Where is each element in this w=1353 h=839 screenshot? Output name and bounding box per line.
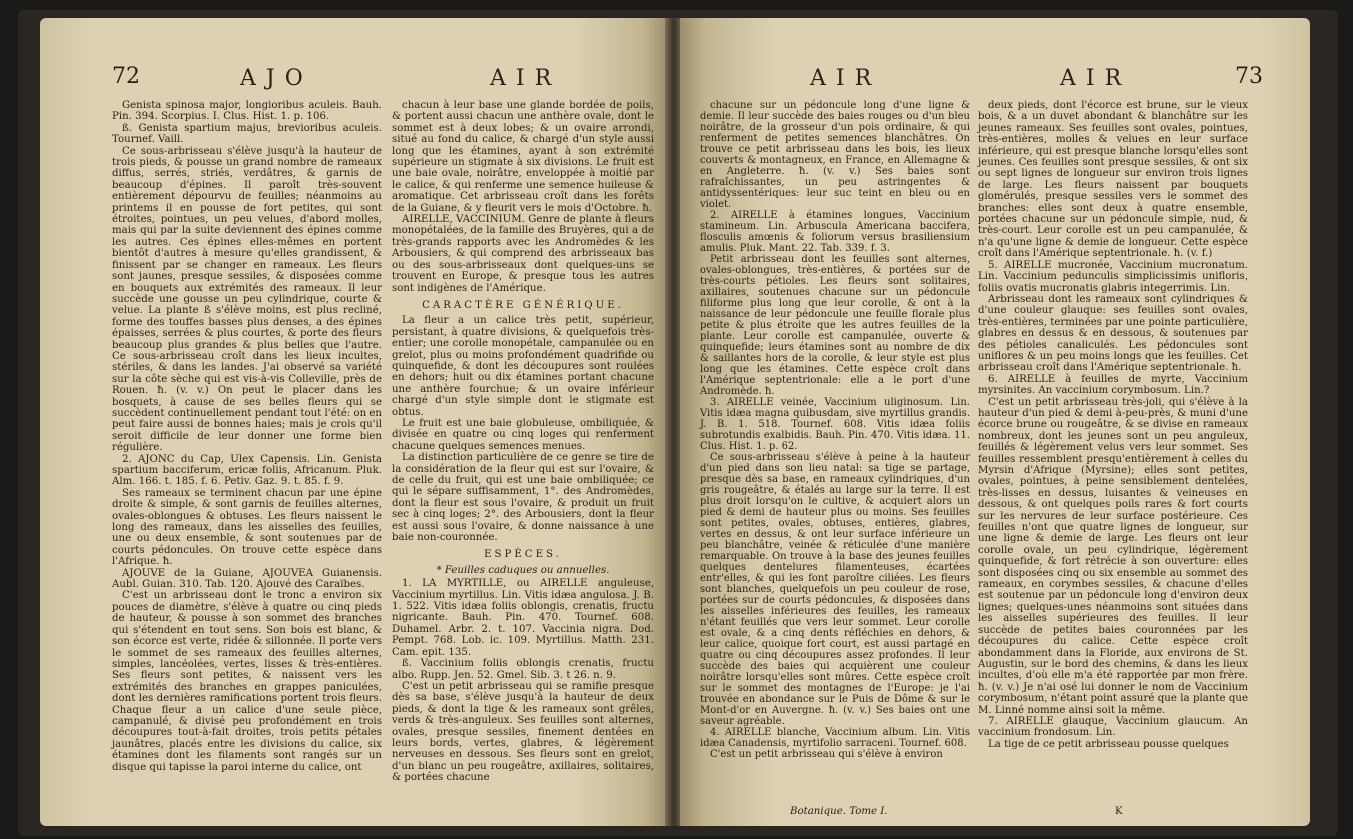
left-column-1 xyxy=(112,100,382,773)
paragraph: 2. AIRELLE à étamines longues, Vaccinium stamineum. Lin. Arbuscula Americana baccifera, flosculis amœnis & foliorum versus brasiliensium amulis. Pluk. Mant. 22. Tab. 339. f. 3. xyxy=(700,210,970,254)
paragraph: deux pieds, dont l'écorce est brune, sur le vieux bois, & a un duvet abondant & blanchâtre sur les jeunes rameaux. Ses feuilles sont ovales, pointues, très-entières, molles & velues en leur surface inférieure, qui est presque blanche lorsqu'elles sont jeunes. Ces feuilles sont presque sessiles, & ont six ou sept lignes de longueur sur environ trois lignes de large. Les fleurs naissent par bouquets glomérulés, presque sessiles vers le sommet des branches: elles sont deux à quatre ensemble, portées chacune sur un pédoncule simple, nud, & très-court. Leur corolle est un peu campanulée, & n'a qu'une ligne & demie de longueur. Cette espèce croît dans l'Amérique septentrionale. ħ. (v. f.) xyxy=(978,100,1248,260)
paragraph: Petit arbrisseau dont les feuilles sont alternes, ovales-oblongues, très-entières, & portées sur de très-courts pétioles. Les fleurs sont solitaires, axillaires, soutenues chacune sur un pédoncule filiforme plus long que leur corolle, & ont à la naissance de leur pédoncule une feuille florale plus petite & plus étroite que les autres feuilles de la plante. Leur corolle est campanulée, ouverte & quinquefide; leurs étamines sont au nombre de dix & saillantes hors de la corolle, & leur style est plus long que les étamines. Cette espèce croît dans l'Amérique septentrionale: elle a le port d'une Andromède. ħ. xyxy=(700,254,970,397)
paragraph: Le fruit est une baie globuleuse, ombiliquée, & divisée en quatre ou cinq loges qui renferment chacune quelques semences menues. xyxy=(392,417,654,452)
paragraph: La tige de ce petit arbrisseau pousse quelques xyxy=(988,738,1229,750)
paragraph: 1. LA MYRTILLE, ou AIRELLE anguleuse, Vaccinium myrtillus. Lin. Vitis idæa angulosa. J. B. 1. 522. Vitis idæa foliis oblongis, crenatis, fructu nigricante. Bauh. Pin. 470. Tournef. 608. Duhamel. Arbr. 2. t. 107. Vaccinia nigra. Dod. Pempt. 768. Lob. ic. 109. Myrtillus. Matth. 231. Cam. epit. 135. xyxy=(392,578,654,658)
paragraph: Ce sous-arbrisseau s'élève à peine à la hauteur d'un pied dans son lieu natal: sa tige se partage, presque dès sa base, en rameaux cylindriques, d'un gris rougeâtre, & étalés au large sur la terre. Il est plus droit lorsqu'on le cultive, & acquiert alors un pied & demi de hauteur plus ou moins. Ses feuilles sont petites, ovales, obtuses, entières, glabres, vertes en dessus, & ont leur surface inférieure un peu blanchâtre, veinée & réticulée d'une manière remarquable. On trouve à la base des jeunes feuilles quelques dentelures filamenteuses, écartées entr'elles, & qui les font paroître ciliées. Les fleurs sont blanches, quelquefois un peu couleur de rose, portées sur de courts pédoncules, & disposées dans les aisselles inférieures des feuilles, les rameaux n'étant feuillés que vers leur sommet. Leur corolle est ovale, & a cinq dents réfléchies en dehors, & leur calice, quoique fort court, est aussi partagé en quatre ou cinq découpures assez profondes. Il leur succède des baies qui acquièrent une couleur noirâtre lorsqu'elles sont mûres. Cette espèce croît sur le sommet des montagnes de l'Europe: je l'ai trouvée en abondance sur le Puis de Dôme & sur le Mont-d'or en Auvergne. ħ. (v. v.) Ses baies ont une saveur agréable. xyxy=(700,452,970,727)
paragraph: Arbrisseau dont les rameaux sont cylindriques & d'une couleur glauque: ses feuilles sont ovales, très-entières, terminées par une pointe particulière, glabres en dessus & en dessous, & soutenues par des pétioles canaliculés. Les pédoncules sont uniflores & un peu moins longs que les feuilles. Cet arbrisseau croît dans l'Amérique septentrionale. ħ. xyxy=(978,293,1248,374)
running-head-ajo: AJO xyxy=(240,66,313,91)
paragraph: chacun à leur base une glande bordée de poils, & portent aussi chacun une anthère ovale, dont le sommet est à deux lobes; & un ovaire arrondi, situé au fond du calice, & chargé d'un style aussi long que les étamines, ayant à son extrémité supérieure un stigmate à six divisions. Le fruit est une baie ovale, noirâtre, enveloppée à moitié par le calice, & qui renferme une semence huileuse & aromatique. Cet arbrisseau croît dans les forêts de la Guiane, & y fleurit vers le mois d'Octobre. ħ. xyxy=(392,100,654,214)
running-head-air-left: AIR xyxy=(490,66,562,91)
paragraph: Ses rameaux se terminent chacun par une épine droite & simple, & sont garnis de feuilles alternes, ovales-oblongues & obtuses. Les fleurs naissent le long des rameaux, dans les aisselles des feuilles, une ou deux ensemble, & sont soutenues par de courts pédoncules. On trouve cette espèce dans l'Afrique. ħ. xyxy=(112,487,382,568)
right-column-1 xyxy=(700,100,970,760)
paragraph: La distinction particulière de ce genre se tire de la considération de la fleur qui est sur l'ovaire, & de celle du fruit, qui est une baie ombiliquée; ce qui le sépare suffisamment, 1°. des Andromèdes, dont la fleur est sous l'ovaire, & produit un fruit sec à cinq loges; 2°. des Arbousiers, dont la fleur est aussi sous l'ovaire, & donne naissance à une baie non-couronnée. xyxy=(392,452,654,544)
paragraph: ESPÈCES. xyxy=(484,549,562,561)
paragraph: Genista spinosa major, longioribus aculeis. Bauh. Pin. 394. Scorpius. I. Clus. Hist. 1. p. 106. xyxy=(112,100,382,123)
left-page xyxy=(40,18,668,826)
left-column-2 xyxy=(392,100,654,784)
running-head-air-right-2: AIR xyxy=(1060,66,1132,91)
paragraph: C'est un petit arbrisseau qui s'élève à environ xyxy=(710,749,943,760)
right-column-2 xyxy=(978,100,1248,750)
signature-mark: K xyxy=(1115,806,1123,817)
paragraph: 4. AIRELLE blanche, Vaccinium album. Lin. Vitis idæa Canadensis, myrtifolio sarraceni. Tournef. 608. xyxy=(700,727,970,749)
right-page xyxy=(680,18,1310,826)
page-footer: Botanique. Tome I. xyxy=(790,806,888,817)
paragraph: ß. Genista spartium majus, brevioribus aculeis. Tournef. Vaill. xyxy=(112,122,382,146)
paragraph: C'est un petit arbrisseau qui se ramifie presque dès sa base, s'élève jusqu'à la hauteur de deux pieds, & dont la tige & les rameaux sont grêles, verds & très-anguleux. Ses feuilles sont alternes, ovales, presque sessiles, finement dentées en leurs bords, vertes, glabres, & légèrement nerveuses en dessous. Ses fleurs sont en grelot, d'un blanc un peu rougeâtre, axillaires, solitaires, & portées chacune xyxy=(392,680,654,784)
paragraph: Ce sous-arbrisseau s'élève jusqu'à la hauteur de trois pieds, & pousse un grand nombre de rameaux diffus, serrés, striés, verdâtres, & garnis de beaucoup d'épines. Il paroît très-souvent entièrement dépourvu de feuilles; néanmoins au printems il en pousse de fort petites, qui sont étroites, pointues, un peu velues, d'abord molles, mais qui par la suite deviennent des épines comme les autres. Ces épines elles-mêmes en portent bientôt d'autres à mesure qu'elles grandissent, & finissent par se changer en rameaux. Les fleurs sont jaunes, presque sessiles, & disposées comme en bouquets aux extrémités des rameaux. Il leur succède une gousse un peu cylindrique, courte & velue. La plante ß s'élève moins, est plus recliné, forme des touffes basses plus denses, a des épines épaisses, serrées & plus courtes, & porte des fleurs beaucoup plus grandes & plus belles que l'autre. Ce sous-arbrisseau croît dans les lieux incultes, stériles, & dans les landes. J'ai observé sa variété sur la côte sèche qui est vis-à-vis Colleville, près de Rouen. ħ. (v. v.) On peut le placer dans les bosquets, à cause de ses belles fleurs qui se succèdent continuellement pendant tout l'été: on en peut faire aussi de bonnes haies; mais je crois qu'il seroit difficile de leur donner une forme bien régulière. xyxy=(112,145,382,454)
paragraph: AIRELLE, VACCINIUM. Genre de plante à fleurs monopétalées, de la famille des Bruyères, qui a de très-grands rapports avec les Andromèdes & les Arbousiers, & qui comprend des arbrisseaux bas ou des sous-arbrisseaux dont quelques-uns se trouvent en Europe, & presque tous les autres sont indigènes de l'Amérique. xyxy=(392,214,654,294)
page-number-right: 73 xyxy=(1235,64,1263,89)
paragraph: ß. Vaccinium foliis oblongis crenatis, fructu albo. Rupp. Jen. 52. Gmel. Sib. 3. t 26. n. 9. xyxy=(392,658,654,681)
paragraph: CARACTÈRE GÉNÉRIQUE. xyxy=(422,299,624,311)
paragraph: 7. AIRELLE glauque, Vaccinium glaucum. An vaccinium frondosum. Lin. xyxy=(978,715,1248,739)
paragraph: 2. AJONC du Cap, Ulex Capensis. Lin. Genista spartium bacciferum, ericæ foliis, Africanum. Pluk. Alm. 166. t. 185. f. 6. Petiv. Gaz. 9. t. 85. f. 9. xyxy=(112,453,382,488)
paragraph: 6. AIRELLE à feuilles de myrte, Vaccinium myrsinites. An vaccinium corymbosum. Lin.? xyxy=(978,373,1248,397)
paragraph: C'est un petit arbrisseau très-joli, qui s'élève à la hauteur d'un pied & demi à-peu-près, & muni d'une écorce brune ou rougeâtre, & se divise en rameaux nombreux, dont les jeunes sont un peu anguleux, feuillés & légèrement velus vers leur sommet. Ses feuilles ressemblent presqu'entièrement à celles du Myrsin d'Afrique (Myrsine); elles sont petites, ovales, pointues, à peine sensiblement dentelées, très-lisses en dessus, luisantes & veineuses en dessous, & ont quelques poils rares & fort courts sur les nervures de leur surface postérieure. Ces feuilles n'ont que quatre lignes de longueur, sur une ligne & demie de large. Les fleurs ont leur corolle ovale, un peu cylindrique, légèrement quinquefide, & fort rétrécie à son ouverture: elles sont disposées cinq ou six ensemble au sommet des rameaux, en corymbes sessiles, & chacune d'elles est soutenue par un pédoncule long d'environ deux lignes; quelques-unes néanmoins sont situées dans les aisselles supérieures des feuilles. Il leur succède de petites baies couronnées par les découpures du calice. Cette espèce croît abondamment dans la Floride, aux environs de St. Augustin, sur le bord des chemins, & dans les lieux incultes, d'où elle m'a été rapportée par mon frère. ħ. (v. v.) Je n'ai osé lui donner le nom de Vaccinium corymbosum, n'étant point assuré que la plante que M. Linné nomme ainsi soit la même. xyxy=(978,396,1248,716)
running-head-air-right-1: AIR xyxy=(810,66,882,91)
paragraph: C'est un arbrisseau dont le tronc a environ six pouces de diamètre, s'élève à quatre ou cinq pieds de hauteur, & pousse à son sommet des branches qui s'étendent en tout sens. Son bois est blanc, & son écorce est verte, ridée & sillonnée. Il porte vers le sommet de ses rameaux des feuilles alternes, simples, lancéolées, vertes, lisses & très-entières. Ses fleurs sont petites, & naissent vers les extrémités des branches en grappes paniculées, dont les dernières ramifications portent trois fleurs. Chaque fleur a un calice d'une seule pièce, campanulé, & divisé peu profondément en trois découpures tout-à-fait droites, trois petits pétales jaunâtres, placés entre les divisions du calice, six étamines dont les filaments sont rangés sur un disque qui tapisse la paroi interne du calice, ont xyxy=(112,590,382,773)
paragraph: chacune sur un pédoncule long d'une ligne & demie. Il leur succède des baies rouges ou d'un bleu noirâtre, de la grosseur d'un pois ordinaire, & qui renferment de petites semences blanchâtres. On trouve ce petit arbrisseau dans les bois, les lieux couverts & montagneux, en France, en Allemagne & en Angleterre. ħ. (v. v.) Ses baies sont rafraîchissantes, un peu astringentes & antidyssentériques: leur suc teint en bleu ou en violet. xyxy=(700,100,970,210)
paragraph: 3. AIRELLE veinée, Vaccinium uliginosum. Lin. Vitis idæa magna quibusdam, sive myrtillus grandis. J. B. 1. 518. Tournef. 608. Vitis idæa foliis subrotundis exalbidis. Bauh. Pin. 470. Vitis idæa. 11. Clus. Hist. 1. p. 62. xyxy=(700,397,970,452)
paragraph: * Feuilles caduques ou annuelles. xyxy=(436,564,610,576)
paragraph: La fleur a un calice très petit, supérieur, persistant, à quatre divisions, & quelquefois très-entier; une corolle monopétale, campanulée ou en grelot, plus ou moins profondément quadrifide ou quinquefide, & dont les découpures sont roulées en dehors; huit ou dix étamines portant chacune une anthère fourchue; & un ovaire inférieur chargé d'un style simple dont le stigmate est obtus. xyxy=(392,315,654,418)
page-number-left: 72 xyxy=(112,64,140,89)
paragraph: AJOUVE de la Guiane, AJOUVEA Guianensis. Aubl. Guian. 310. Tab. 120. Ajouvé des Caraïbes. xyxy=(112,567,382,591)
paragraph: 5. AIRELLE mucronée, Vaccinium mucronatum. Lin. Vaccinium pedunculis simplicissimis unifloris, foliis ovatis mucronatis glabris integerrimis. Lin. xyxy=(978,259,1248,294)
